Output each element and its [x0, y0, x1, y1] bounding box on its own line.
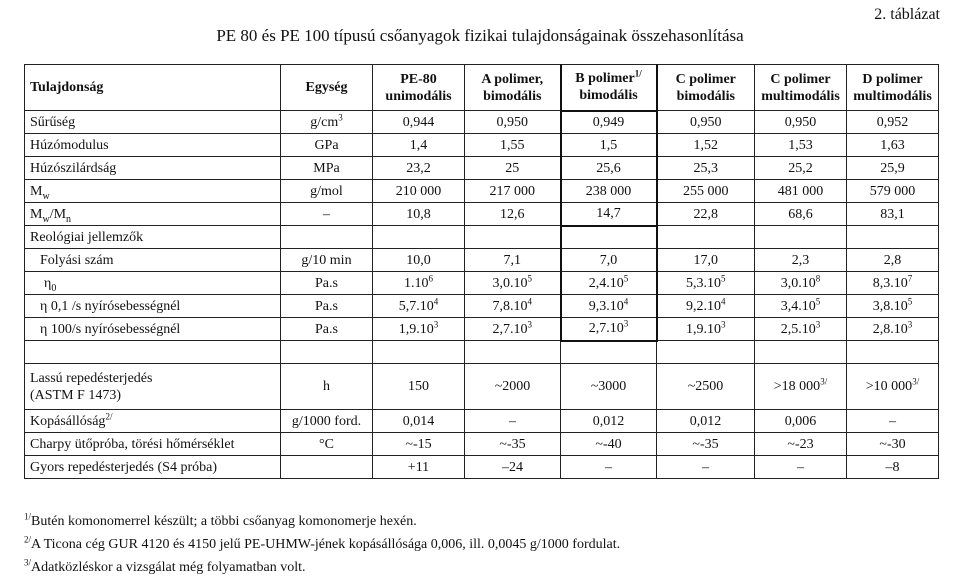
cell: 1,5	[561, 134, 657, 157]
row-unit: –	[281, 203, 373, 226]
cell: 3,8.10$^5$	[847, 295, 939, 318]
cell: 0,012	[657, 410, 755, 433]
cell-empty	[561, 341, 657, 364]
cell: 8,3.10$^7$	[847, 272, 939, 295]
cell: ~2500	[657, 364, 755, 410]
header-pe80: PE-80 unimodális	[373, 65, 465, 111]
row-unit: g/mol	[281, 180, 373, 203]
cell: 25,6	[561, 157, 657, 180]
cell-empty	[25, 341, 281, 364]
cell: ~-23	[755, 433, 847, 456]
cell: 25,9	[847, 157, 939, 180]
cell: 2,5.10$^3$	[755, 318, 847, 341]
cell: ~-35	[657, 433, 755, 456]
cell-empty	[465, 341, 561, 364]
row-label: $M_w$	[25, 180, 281, 203]
cell: –	[847, 410, 939, 433]
cell: 2,7.10$^3$	[465, 318, 561, 341]
cell: 238 000	[561, 180, 657, 203]
cell-empty	[847, 226, 939, 249]
header-a-polymer: A polimer, bimodális	[465, 65, 561, 111]
row-unit	[281, 456, 373, 479]
table-row	[25, 180, 939, 203]
cell: 2,3	[755, 249, 847, 272]
row-unit: Pa.s	[281, 272, 373, 295]
cell: 1,9.10$^3$	[657, 318, 755, 341]
row-label: $M_w/M_n$	[25, 203, 281, 226]
cell: 3,4.10$^5$	[755, 295, 847, 318]
cell: 9,2.10$^4$	[657, 295, 755, 318]
header-unit: Egység	[281, 65, 373, 111]
row-label: Lassú repedésterjedés (ASTM F 1473)	[25, 364, 281, 410]
cell: –	[465, 410, 561, 433]
table-row-empty	[25, 341, 939, 364]
cell: 0,012	[561, 410, 657, 433]
cell: 25	[465, 157, 561, 180]
footnotes	[24, 510, 620, 579]
table-row	[25, 410, 939, 433]
header-c-polymer-bimodal: C polimer bimodális	[657, 65, 755, 111]
row-label: Charpy ütőpróba, törési hőmérséklet	[25, 433, 281, 456]
cell: 1.10$^6$	[373, 272, 465, 295]
table-row	[25, 295, 939, 318]
cell: 25,3	[657, 157, 755, 180]
cell: 1,53	[755, 134, 847, 157]
cell-empty	[847, 341, 939, 364]
cell: 481 000	[755, 180, 847, 203]
cell: 0,949	[561, 111, 657, 134]
cell: 7,1	[465, 249, 561, 272]
footnote: $^{1/}$Butén komonomerrel készült; a többi csőanyag komonomerje hexén.	[24, 511, 417, 529]
header-b-polymer: B polimer$^{1/}$ bimodális	[561, 65, 657, 111]
row-label: η 0,1 /s nyírósebességnél	[25, 295, 281, 318]
cell: +11	[373, 456, 465, 479]
cell: 1,9.10$^3$	[373, 318, 465, 341]
cell-empty	[465, 226, 561, 249]
cell: 0,952	[847, 111, 939, 134]
header-property: Tulajdonság	[25, 65, 281, 111]
row-unit: $g/cm^3$	[281, 111, 373, 134]
footnote: $^{2/}$A Ticona cég GUR 4120 és 4150 jelű PE-UHMW-jének kopásállósága 0,006, ill. 0,0045 g/1000 fordulat.	[24, 534, 621, 552]
cell: 12,6	[465, 203, 561, 226]
cell: >10 $000^{3/}$	[847, 364, 939, 410]
cell: 0,950	[465, 111, 561, 134]
cell: 0,950	[657, 111, 755, 134]
table-number: 2. táblázat	[874, 6, 940, 23]
cell: 2,8	[847, 249, 939, 272]
cell: 0,950	[755, 111, 847, 134]
cell: 10,0	[373, 249, 465, 272]
cell: –8	[847, 456, 939, 479]
row-label: Kopásállóság$^{2/}$	[25, 410, 281, 433]
row-label: Húzószilárdság	[25, 157, 281, 180]
cell: ~3000	[561, 364, 657, 410]
table-row	[25, 249, 939, 272]
cell: 3,0.10$^8$	[755, 272, 847, 295]
cell: 3,0.10$^5$	[465, 272, 561, 295]
row-unit: GPa	[281, 134, 373, 157]
table-row	[25, 111, 939, 134]
header-c-polymer-multimodal: C polimer multimodális	[755, 65, 847, 111]
cell: 210 000	[373, 180, 465, 203]
cell: 1,4	[373, 134, 465, 157]
cell: ~-15	[373, 433, 465, 456]
cell-empty	[657, 226, 755, 249]
cell: –24	[465, 456, 561, 479]
cell: 217 000	[465, 180, 561, 203]
cell: 83,1	[847, 203, 939, 226]
table-title: PE 80 és PE 100 típusú csőanyagok fizikai tulajdonságainak összehasonlítása	[216, 26, 744, 45]
cell: 25,2	[755, 157, 847, 180]
cell: 23,2	[373, 157, 465, 180]
cell: 579 000	[847, 180, 939, 203]
cell: 2,7.10$^3$	[561, 318, 657, 341]
cell: ~-30	[847, 433, 939, 456]
cell: 68,6	[755, 203, 847, 226]
table-row	[25, 226, 939, 249]
cell: 7,8.10$^4$	[465, 295, 561, 318]
cell: 14,7	[561, 203, 657, 226]
table-row	[25, 134, 939, 157]
cell: 0,944	[373, 111, 465, 134]
cell: ~2000	[465, 364, 561, 410]
cell-empty	[373, 226, 465, 249]
cell: 2,4.10$^5$	[561, 272, 657, 295]
cell: 1,63	[847, 134, 939, 157]
row-unit: g/10 min	[281, 249, 373, 272]
table-row	[25, 157, 939, 180]
cell: ~-35	[465, 433, 561, 456]
cell: 1,52	[657, 134, 755, 157]
cell-empty	[561, 226, 657, 249]
cell: 0,006	[755, 410, 847, 433]
row-unit: MPa	[281, 157, 373, 180]
row-label: Gyors repedésterjedés (S4 próba)	[25, 456, 281, 479]
cell-empty	[281, 226, 373, 249]
cell: 9,3.10$^4$	[561, 295, 657, 318]
row-unit: h	[281, 364, 373, 410]
table-row	[25, 433, 939, 456]
cell: 22,8	[657, 203, 755, 226]
cell-empty	[657, 341, 755, 364]
row-label: Sűrűség	[25, 111, 281, 134]
properties-table	[24, 64, 939, 479]
table-row	[25, 203, 939, 226]
row-unit: g/1000 ford.	[281, 410, 373, 433]
cell-empty	[373, 341, 465, 364]
cell: 5,7.10$^4$	[373, 295, 465, 318]
row-label: Reológiai jellemzők	[25, 226, 281, 249]
cell: 10,8	[373, 203, 465, 226]
cell: 255 000	[657, 180, 755, 203]
cell-empty	[281, 341, 373, 364]
cell-empty	[755, 341, 847, 364]
cell: 0,014	[373, 410, 465, 433]
cell-empty	[755, 226, 847, 249]
cell: –	[561, 456, 657, 479]
cell: 17,0	[657, 249, 755, 272]
row-label: η 100/s nyírósebességnél	[25, 318, 281, 341]
cell: 5,3.10$^5$	[657, 272, 755, 295]
row-unit: Pa.s	[281, 295, 373, 318]
table-row	[25, 318, 939, 341]
cell: ~-40	[561, 433, 657, 456]
cell: 7,0	[561, 249, 657, 272]
row-label: $\eta_0$	[25, 272, 281, 295]
header-d-polymer: D polimer multimodális	[847, 65, 939, 111]
cell: >18 $000^{3/}$	[755, 364, 847, 410]
row-label: Húzómodulus	[25, 134, 281, 157]
cell: 1,55	[465, 134, 561, 157]
cell: –	[657, 456, 755, 479]
table-row	[25, 272, 939, 295]
footnote: $^{3/}$Adatközléskor a vizsgálat még folyamatban volt.	[24, 557, 306, 575]
row-unit: °C	[281, 433, 373, 456]
header-row	[25, 65, 939, 111]
cell: –	[755, 456, 847, 479]
cell: 2,8.10$^3$	[847, 318, 939, 341]
row-unit: Pa.s	[281, 318, 373, 341]
row-label: Folyási szám	[25, 249, 281, 272]
table-row	[25, 364, 939, 410]
cell: 150	[373, 364, 465, 410]
table-row	[25, 456, 939, 479]
